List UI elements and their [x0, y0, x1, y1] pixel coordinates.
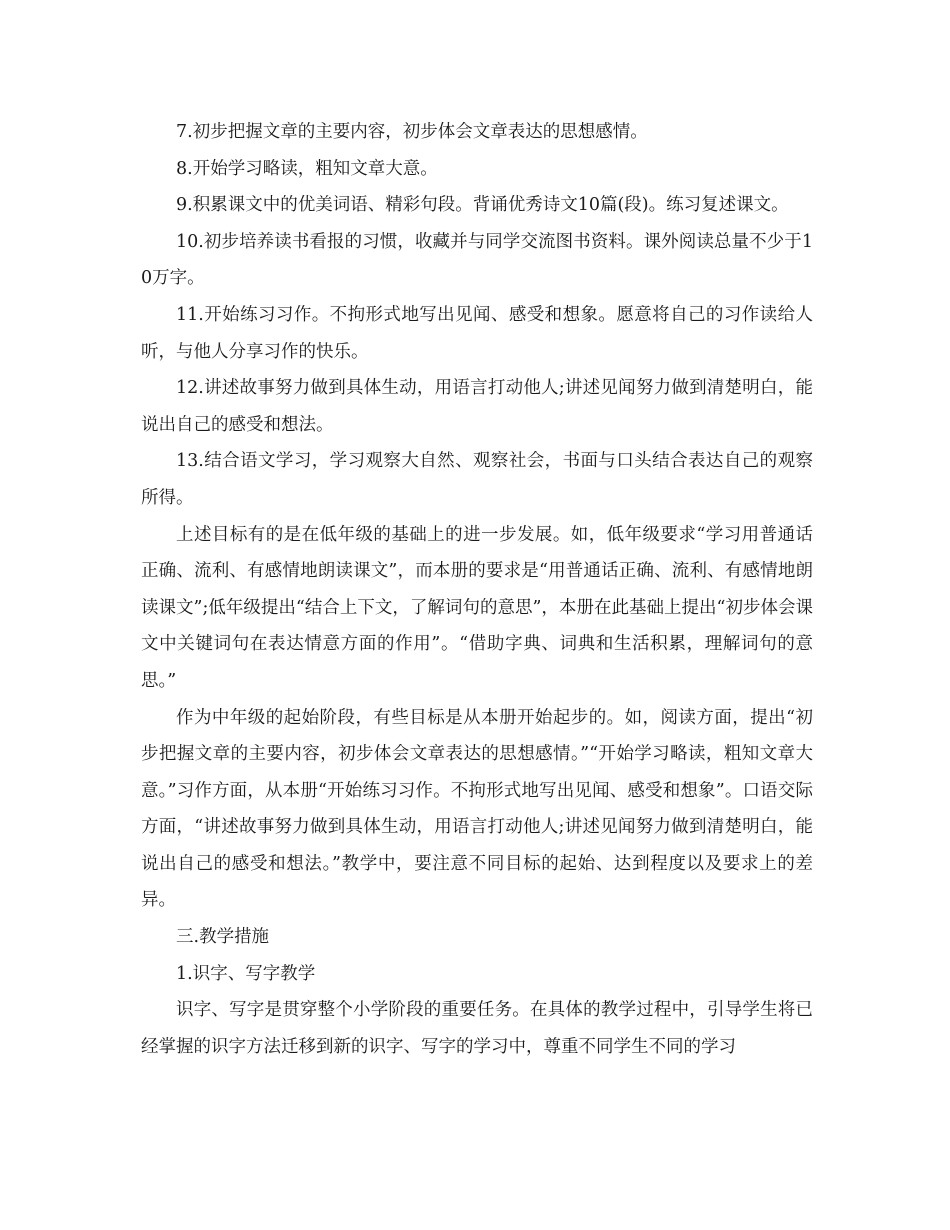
- subheading-literacy-writing: 1.识字、写字教学: [176, 963, 316, 984]
- paragraph-item-9: 9.积累课文中的优美词语、精彩句段。背诵优秀诗文10篇(段)。练习复述课文。: [176, 195, 789, 216]
- paragraph-goals-development: 上述目标有的是在低年级的基础上的进一步发展。如，低年级要求“学习用普通话正确、流利、有感情地朗读课文”，而本册的要求是“用普通话正确、流利、有感情地朗读课文”;低年级提出“结合上下文，了解词句的意思”，本册在此基础上提出“初步体会课文中关键词句在表达情意方面的作用”。“借助字典、词典和生活积累，理解词句的意思。”: [141, 524, 813, 691]
- section-heading-teaching-measures: 三.教学措施: [176, 927, 270, 948]
- paragraph-item-13: 13.结合语文学习，学习观察大自然、观察社会，书面与口头结合表达自己的观察所得。: [141, 451, 813, 508]
- paragraph-item-10: 10.初步培养读书看报的习惯，收藏并与同学交流图书资料。课外阅读总量不少于10万字。: [141, 231, 813, 289]
- paragraph-item-11: 11.开始练习习作。不拘形式地写出见闻、感受和想象。愿意将自己的习作读给人听，与他人分享习作的快乐。: [141, 304, 813, 362]
- paragraph-goals-starting: 作为中年级的起始阶段，有些目标是从本册开始起步的。如，阅读方面，提出“初步把握文章的主要内容，初步体会文章表达的思想感情。”“开始学习略读，粗知文章大意。”习作方面，从本册“开始练习习作。不拘形式地写出见闻、感受和想象”。口语交际方面，“讲述故事努力做到具体生动，用语言打动他人;讲述见闻努力做到清楚明白，能说出自己的感受和想法。”教学中，要注意不同目标的起始、达到程度以及要求上的差异。: [141, 707, 813, 911]
- paragraph-literacy-writing: 识字、写字是贯穿整个小学阶段的重要任务。在具体的教学过程中，引导学生将已经掌握的识字方法迁移到新的识字、写字的学习中，尊重不同学生不同的学习: [141, 1000, 813, 1057]
- document-body: [141, 114, 813, 1065]
- paragraph-item-12: 12.讲述故事努力做到具体生动，用语言打动他人;讲述见闻努力做到清楚明白，能说出自己的感受和想法。: [141, 378, 813, 435]
- paragraph-item-7: 7.初步把握文章的主要内容，初步体会文章表达的思想感情。: [176, 122, 648, 142]
- paragraph-item-8: 8.开始学习略读，粗知文章大意。: [176, 158, 438, 179]
